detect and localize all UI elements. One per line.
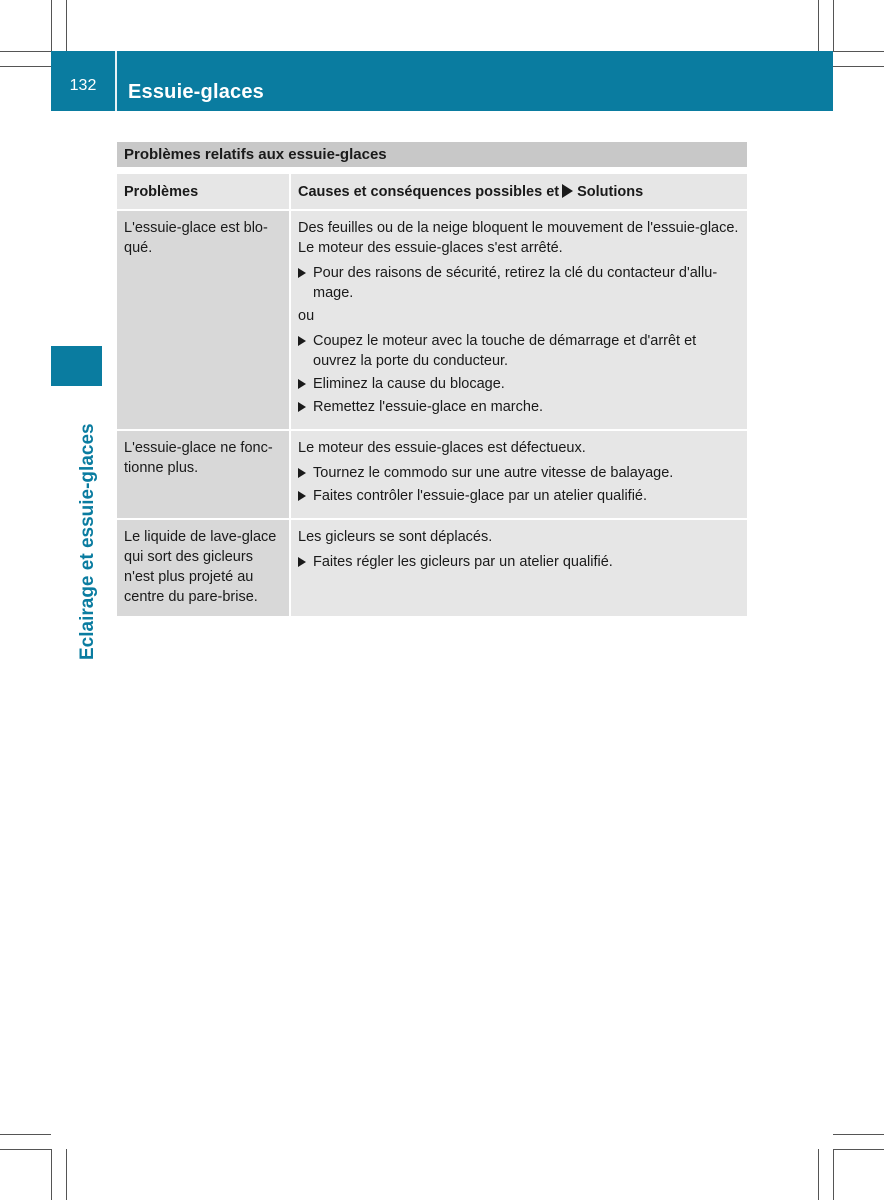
solution-step — [298, 263, 740, 303]
crop-mark — [0, 1149, 51, 1150]
chapter-tab-marker — [51, 346, 102, 386]
arrow-right-icon — [298, 468, 306, 478]
col-header-causes — [290, 174, 747, 210]
solution-cell — [290, 430, 747, 519]
arrow-right-icon — [562, 184, 573, 198]
arrow-right-icon — [298, 491, 306, 501]
crop-mark — [51, 1149, 52, 1200]
arrow-right-icon — [298, 557, 306, 567]
step-text: Eliminez la cause du blocage. — [313, 376, 505, 392]
arrow-right-icon — [298, 336, 306, 346]
solution-step — [298, 463, 740, 483]
col-header-solutions-text: Solutions — [577, 184, 644, 200]
cause-text: Des feuilles ou de la neige bloquent le mouvement de l'essuie-glace. Le moteur des essuie-glaces s'est arrêté. — [298, 220, 739, 256]
table-header-row — [117, 174, 747, 210]
solution-step — [298, 374, 740, 394]
table-title: Problèmes relatifs aux essuie-glaces — [117, 142, 747, 167]
problem-cell: L'essuie-glace ne fonctionne plus. — [117, 430, 290, 519]
crop-mark — [833, 66, 884, 67]
problem-cell: L'essuie-glace est bloqué. — [117, 210, 290, 430]
step-text: Remettez l'essuie-glace en marche. — [313, 399, 544, 415]
page-title: Essuie-glaces — [128, 81, 265, 103]
crop-mark — [833, 51, 884, 52]
crop-mark — [833, 0, 834, 51]
page-number: 132 — [69, 77, 97, 94]
cause-text: Le moteur des essuie-glaces est défectueux. — [298, 440, 586, 456]
solution-step — [298, 552, 740, 572]
cause-text: Les gicleurs se sont déplacés. — [298, 529, 493, 545]
chapter-title: Eclairage et essuie-glaces — [77, 423, 98, 660]
table-row — [117, 519, 747, 617]
step-text: Faites régler les gicleurs par un atelier qualifié. — [313, 554, 613, 570]
or-text: ou — [298, 308, 315, 324]
crop-mark — [818, 1149, 819, 1200]
col-header-problems: Problèmes — [117, 174, 290, 210]
col-header-causes-text: Causes et conséquences possibles et — [298, 184, 560, 200]
crop-mark — [0, 1134, 51, 1135]
crop-mark — [51, 0, 52, 51]
solution-step — [298, 486, 740, 506]
crop-mark — [833, 1149, 834, 1200]
arrow-right-icon — [298, 268, 306, 278]
header-divider — [115, 51, 117, 111]
crop-mark — [833, 1134, 884, 1135]
solution-step — [298, 331, 740, 371]
solution-cell — [290, 210, 747, 430]
troubleshooting-table — [117, 142, 747, 618]
crop-mark — [66, 1149, 67, 1200]
arrow-right-icon — [298, 402, 306, 412]
table-row — [117, 210, 747, 430]
page-header — [51, 51, 833, 111]
step-text: Faites contrôler l'essuie-glace par un atelier qualifié. — [313, 488, 648, 504]
crop-mark — [66, 0, 67, 51]
solution-cell — [290, 519, 747, 617]
crop-mark — [0, 51, 51, 52]
crop-mark — [818, 0, 819, 51]
table-grid — [117, 174, 747, 618]
problem-cell: Le liquide de lave-glace qui sort des gicleurs n'est plus projeté au centre du pare-brise. — [117, 519, 290, 617]
solution-step — [298, 397, 740, 417]
crop-mark — [0, 66, 51, 67]
step-text: Coupez le moteur avec la touche de démarrage et d'arrêt et ouvrez la porte du conducteur. — [313, 333, 697, 369]
table-row — [117, 430, 747, 519]
step-text: Tournez le commodo sur une autre vitesse de balayage. — [313, 465, 674, 481]
step-text: Pour des raisons de sécurité, retirez la clé du contacteur d'allumage. — [313, 265, 718, 301]
arrow-right-icon — [298, 379, 306, 389]
crop-mark — [833, 1149, 884, 1150]
